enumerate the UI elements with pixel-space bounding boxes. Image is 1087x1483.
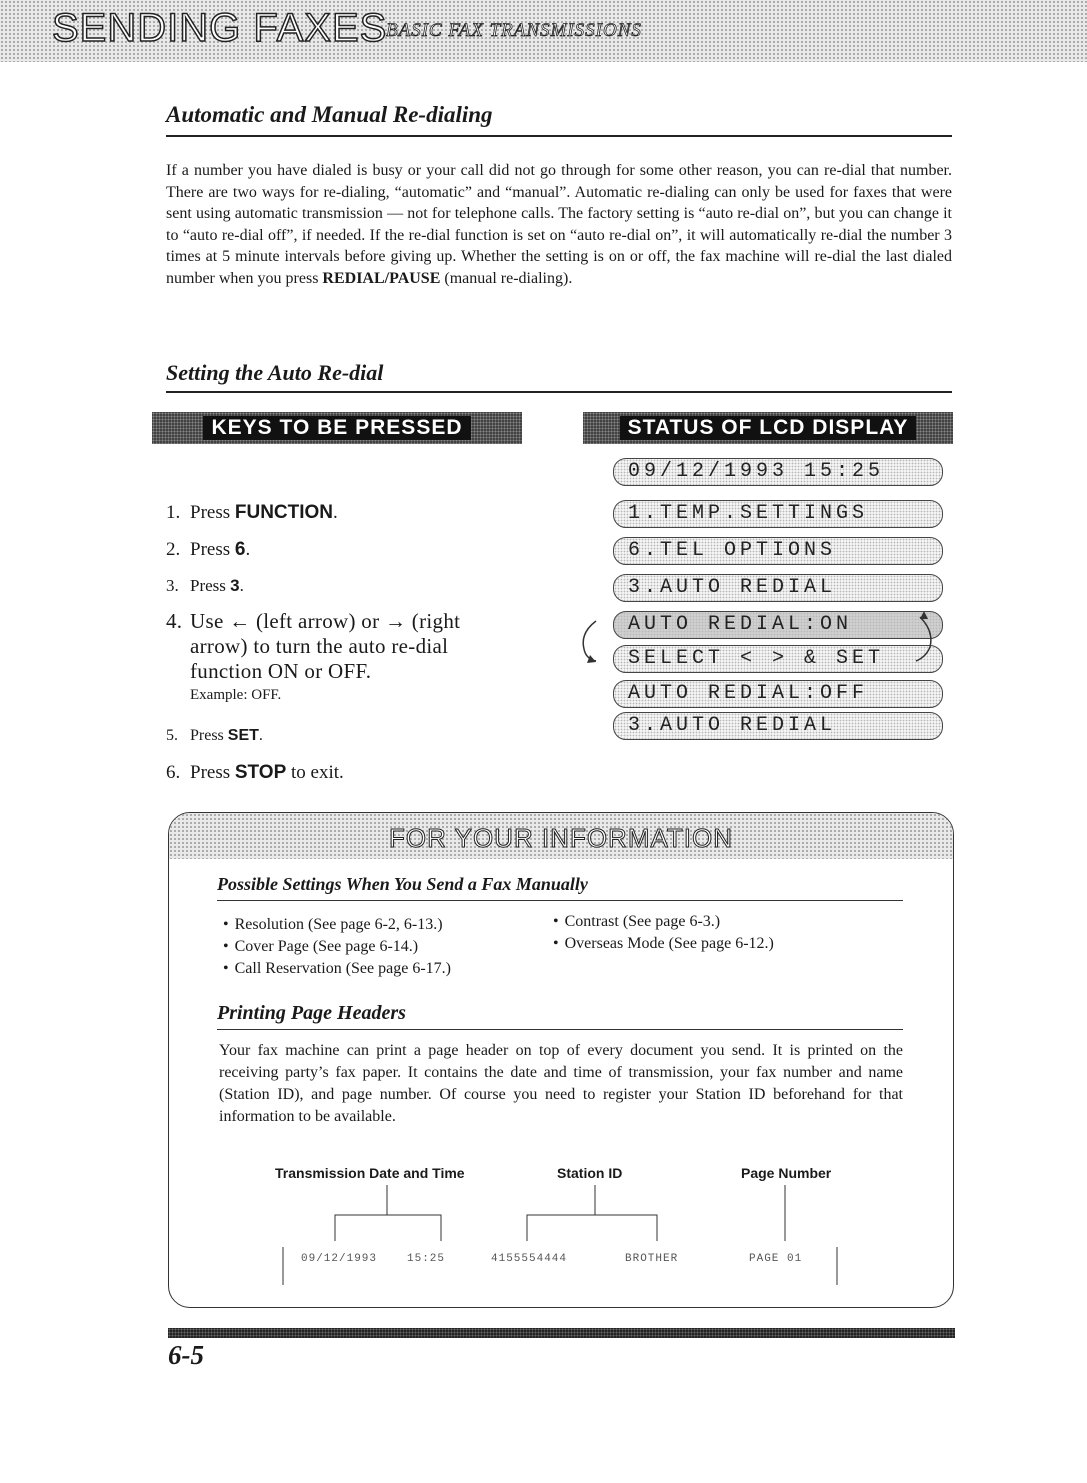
header-title: SENDING FAXES (52, 6, 388, 50)
list-item: • Resolution (See page 6-2, 6-13.) (223, 914, 451, 936)
step-text: Press (190, 762, 235, 783)
intro-text-end: (manual re-dialing). (440, 269, 573, 287)
step-text-end: to exit. (286, 762, 344, 783)
function-key: FUNCTION (234, 502, 334, 523)
sample-station-name: BROTHER (625, 1253, 679, 1265)
step-3 (166, 576, 244, 596)
section-title-redialing: Automatic and Manual Re-dialing (166, 102, 493, 127)
list-item: • Call Reservation (See page 6-17.) (223, 958, 451, 980)
keys-to-be-pressed-banner (152, 412, 522, 444)
step-number: 4. (166, 609, 183, 633)
lcd-line-select-set: SELECT < > & SET (613, 645, 943, 673)
page-number: 6-5 (168, 1340, 204, 1370)
toggle-bracket-arrows (578, 607, 938, 673)
footer-bar (168, 1328, 955, 1338)
header-subtitle: BASIC FAX TRANSMISSIONS (386, 20, 642, 41)
step-2 (166, 539, 250, 561)
settings-list-right (553, 911, 774, 955)
step-5 (166, 727, 263, 745)
step-number: 6. (166, 762, 181, 783)
printing-headers-title: Printing Page Headers (217, 1002, 406, 1024)
label-page-number: Page Number (741, 1165, 832, 1181)
sample-page-header (281, 1247, 835, 1287)
section-title-auto-redial: Setting the Auto Re-dial (166, 360, 384, 385)
step-4 (166, 609, 460, 706)
section-rule (166, 135, 952, 137)
keys-banner-label: KEYS TO BE PRESSED (203, 416, 470, 440)
lcd-line-tel-options: 6.TEL OPTIONS (613, 537, 943, 565)
step-text: Press (190, 539, 235, 560)
label-date-time: Transmission Date and Time (275, 1165, 465, 1181)
lcd-line-temp-settings: 1.TEMP.SETTINGS (613, 500, 943, 528)
info-banner-title: FOR YOUR INFORMATION (388, 823, 734, 853)
key-6: 6 (234, 539, 246, 560)
lcd-line-auto-redial-final: 3.AUTO REDIAL (613, 712, 943, 740)
step-text-end: . (245, 539, 251, 560)
step-text: Press (190, 502, 235, 523)
step-number: 3. (166, 576, 179, 595)
settings-list-left (223, 914, 451, 980)
sample-fax-number: 4155554444 (491, 1253, 568, 1265)
step-text: Press (190, 727, 228, 744)
lcd-line-auto-redial-on: AUTO REDIAL:ON (613, 611, 943, 639)
label-station-id: Station ID (557, 1165, 623, 1181)
sample-date: 09/12/1993 (301, 1253, 378, 1265)
step-4-line-2: arrow) to turn the auto re-dial (190, 634, 449, 658)
redial-pause-key: REDIAL/PAUSE (322, 269, 441, 287)
step-1 (166, 502, 338, 524)
step-6 (166, 762, 344, 784)
intro-paragraph (166, 160, 952, 290)
step-number: 5. (166, 727, 178, 744)
lcd-line-auto-redial-off: AUTO REDIAL:OFF (613, 680, 943, 708)
subsection-rule (217, 900, 903, 901)
lcd-banner-label: STATUS OF LCD DISPLAY (620, 416, 917, 440)
section-rule (166, 391, 952, 393)
key-3: 3 (230, 576, 240, 595)
list-item: • Overseas Mode (See page 6-12.) (553, 933, 774, 955)
list-item: • Cover Page (See page 6-14.) (223, 936, 451, 958)
step-text-end: . (239, 576, 244, 595)
printing-paragraph: Your fax machine can print a page header on top of every document you send. It is printed on the receiving party’s fax paper. It contains the date and time of transmission, your fax number and name (Station ID), and page number. Of course you need to register your Station ID beforehand for that information to be available. (219, 1042, 903, 1125)
step-text: Press (190, 576, 231, 595)
info-box (168, 812, 954, 1308)
possible-settings-title: Possible Settings When You Send a Fax Manually (217, 874, 588, 894)
step-4-line-1: Use ← (left arrow) or → (right (190, 609, 461, 633)
step-4-line-3: function ON or OFF. (190, 659, 372, 683)
subsection-rule (217, 1029, 903, 1030)
step-text-end: . (258, 727, 263, 744)
step-4-example: Example: OFF. (190, 687, 282, 703)
set-key: SET (227, 727, 259, 744)
sample-time: 15:25 (407, 1253, 446, 1265)
lcd-status-banner (583, 412, 953, 444)
intro-text: If a number you have dialed is busy or your call did not go through for some other reason, you can re-dial that number. There are two ways for re-dialing, “automatic” and “manual”. Automatic re-dialing can only be used for faxes that were sent using automatic transmission — not for telephone calls. The factory setting is “auto re-dial on”, but you can change it to “auto re-dial off”, if needed. If the re-dial function is set on “auto re-dial on”, it will automatically re-dial the number 3 times at 5 minute intervals before giving up. Whether the setting is on or off, the fax machine will re-dial the last dialed number when you press (166, 162, 952, 287)
lcd-line-auto-redial: 3.AUTO REDIAL (613, 574, 943, 602)
stop-key: STOP (234, 762, 287, 783)
lcd-line-date: 09/12/1993 15:25 (613, 458, 943, 486)
sample-page: PAGE 01 (749, 1253, 803, 1265)
step-number: 2. (166, 539, 181, 560)
step-text-end: . (333, 502, 338, 523)
step-number: 1. (166, 502, 181, 523)
list-item: • Contrast (See page 6-3.) (553, 911, 774, 933)
